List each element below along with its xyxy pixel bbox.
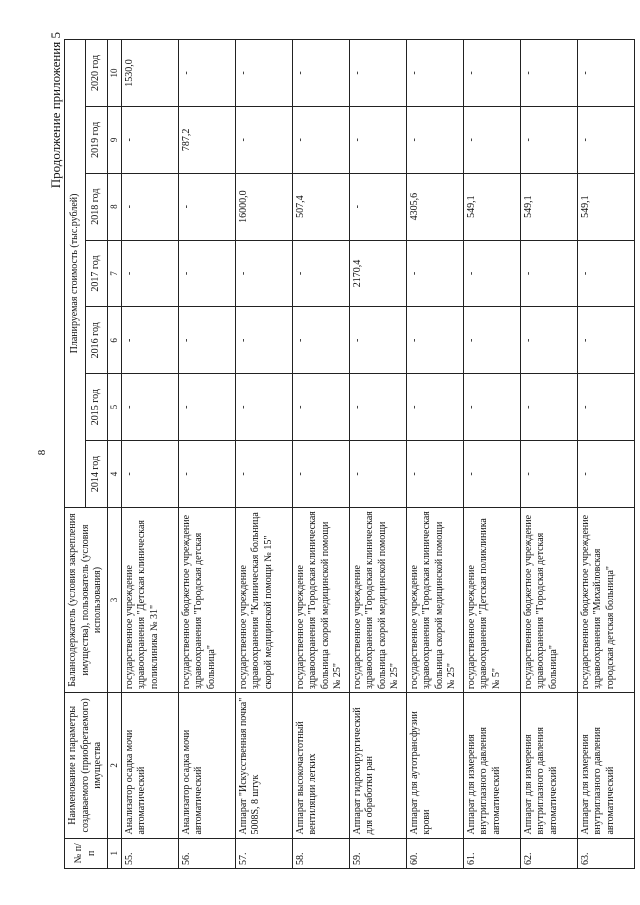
row-name: Аппарат "Искусственная почка" 5008S, 8 штук — [235, 693, 292, 838]
header-num: № п/п — [65, 838, 108, 868]
row-cost-value: 1530,0 — [121, 40, 178, 107]
row-cost-value: 549,1 — [577, 173, 634, 240]
row-number: 62. — [520, 838, 577, 868]
column-number: 4 — [107, 441, 121, 508]
row-cost-value: 549,1 — [463, 173, 520, 240]
row-cost-value: - — [235, 441, 292, 508]
header-name: Наименование и параметры создаваемого (приобретаемого) имущества — [65, 693, 108, 838]
row-cost-value: - — [121, 307, 178, 374]
row-cost-value: - — [292, 374, 349, 441]
table-body — [121, 40, 634, 869]
row-holder: государственное учреждение здравоохранения "Детская клиническая поликлиника № 31" — [121, 507, 178, 692]
row-cost-value: - — [292, 240, 349, 307]
row-cost-value: 507,4 — [292, 173, 349, 240]
row-cost-value: - — [463, 441, 520, 508]
row-cost-value: - — [178, 374, 235, 441]
page-number: 8 — [36, 449, 48, 456]
row-cost-value: - — [235, 240, 292, 307]
row-cost-value: - — [520, 240, 577, 307]
row-number: 60. — [406, 838, 463, 868]
row-cost-value: - — [577, 441, 634, 508]
column-number: 9 — [107, 106, 121, 173]
row-cost-value: - — [577, 40, 634, 107]
row-cost-value: - — [463, 374, 520, 441]
row-name: Аппарат для измерения внутриглазного давления автоматический — [520, 693, 577, 838]
row-cost-value: - — [178, 173, 235, 240]
header-year: 2015 год — [86, 374, 107, 441]
row-cost-value: - — [520, 106, 577, 173]
table-row — [577, 40, 634, 869]
row-cost-value: - — [349, 307, 406, 374]
row-number: 61. — [463, 838, 520, 868]
row-number: 58. — [292, 838, 349, 868]
row-holder: государственное учреждение здравоохранения "Городская клиническая больница скорой медицинской помощи № 25" — [406, 507, 463, 692]
row-name: Аппарат высокочастотный вентиляции легких — [292, 693, 349, 838]
row-name: Аппарат для измерения внутриглазного давления автоматический — [463, 693, 520, 838]
row-holder: государственное бюджетное учреждение здравоохранения "Городская детская больница" — [178, 507, 235, 692]
row-cost-value: 16000,0 — [235, 173, 292, 240]
row-cost-value: - — [178, 40, 235, 107]
row-cost-value: - — [292, 40, 349, 107]
row-cost-value: - — [406, 374, 463, 441]
row-number: 57. — [235, 838, 292, 868]
row-cost-value: - — [235, 307, 292, 374]
row-name: Аппарат для аутотрансфузии крови — [406, 693, 463, 838]
header-year: 2017 год — [86, 240, 107, 307]
row-holder: государственное учреждение здравоохранения "Клиническая больница скорой медицинской помощи № 15" — [235, 507, 292, 692]
row-cost-value: - — [520, 307, 577, 374]
header-year: 2020 год — [86, 40, 107, 107]
row-cost-value: 549,1 — [520, 173, 577, 240]
header-cost-group: Планируемая стоимость (тыс.рублей) — [65, 40, 86, 508]
row-number: 59. — [349, 838, 406, 868]
row-cost-value: - — [349, 441, 406, 508]
row-cost-value: - — [292, 106, 349, 173]
row-name: Аппарат гидрохирургический для обработки ран — [349, 693, 406, 838]
row-cost-value: - — [520, 40, 577, 107]
header-column-numbers — [107, 40, 121, 869]
table-row — [178, 40, 235, 869]
column-number: 2 — [107, 693, 121, 838]
column-number: 6 — [107, 307, 121, 374]
row-cost-value: - — [577, 106, 634, 173]
header-holder: Балансодержатель (условия закрепления имущества), пользователь (условия использования) — [65, 507, 108, 692]
row-cost-value: - — [235, 40, 292, 107]
row-cost-value: - — [349, 374, 406, 441]
row-cost-value: - — [463, 307, 520, 374]
table-row — [292, 40, 349, 869]
row-holder: государственное учреждение здравоохранения "Городская клиническая больница скорой медицинской помощи № 25" — [292, 507, 349, 692]
appendix-caption: Продолжение приложения 5 — [48, 32, 63, 189]
row-cost-value: - — [520, 441, 577, 508]
row-number: 63. — [577, 838, 634, 868]
column-number: 3 — [107, 507, 121, 692]
row-cost-value: - — [235, 106, 292, 173]
row-holder: государственное учреждение здравоохранения "Городская клиническая больница скорой медицинской помощи № 25" — [349, 507, 406, 692]
row-cost-value: - — [292, 441, 349, 508]
row-cost-value: - — [577, 240, 634, 307]
table-row — [235, 40, 292, 869]
row-cost-value: - — [463, 240, 520, 307]
header-year: 2018 год — [86, 173, 107, 240]
row-cost-value: 4305,6 — [406, 173, 463, 240]
property-table — [64, 39, 635, 869]
column-number: 8 — [107, 173, 121, 240]
header-year: 2016 год — [86, 307, 107, 374]
header-year: 2019 год — [86, 106, 107, 173]
column-number: 1 — [107, 838, 121, 868]
table-row — [520, 40, 577, 869]
row-cost-value: - — [577, 374, 634, 441]
row-cost-value: - — [121, 240, 178, 307]
row-name: Анализатор осадка мочи автоматический — [178, 693, 235, 838]
row-cost-value: - — [121, 441, 178, 508]
row-cost-value: - — [235, 374, 292, 441]
row-cost-value: - — [121, 374, 178, 441]
row-cost-value: - — [406, 106, 463, 173]
row-holder: государственное бюджетное учреждение здравоохранения "Городская детская больница" — [520, 507, 577, 692]
row-cost-value: - — [463, 106, 520, 173]
row-cost-value: - — [349, 40, 406, 107]
row-holder: государственное учреждение здравоохранения "Детская поликлиника № 5" — [463, 507, 520, 692]
row-cost-value: 787,2 — [178, 106, 235, 173]
row-holder: государственное бюджетное учреждение здравоохранения "Михайловская городская детская больница" — [577, 507, 634, 692]
column-number: 5 — [107, 374, 121, 441]
row-cost-value: - — [520, 374, 577, 441]
header-year: 2014 год — [86, 441, 107, 508]
table-row — [349, 40, 406, 869]
table-row — [406, 40, 463, 869]
row-cost-value: - — [178, 307, 235, 374]
row-number: 55. — [121, 838, 178, 868]
row-cost-value: - — [406, 307, 463, 374]
row-cost-value: - — [121, 173, 178, 240]
table-row — [121, 40, 178, 869]
row-name: Аппарат для измерения внутриглазного давления автоматический — [577, 693, 634, 838]
row-cost-value: - — [577, 307, 634, 374]
row-cost-value: - — [406, 441, 463, 508]
row-cost-value: - — [292, 307, 349, 374]
row-cost-value: - — [178, 441, 235, 508]
row-cost-value: - — [349, 173, 406, 240]
row-cost-value: - — [406, 40, 463, 107]
column-number: 7 — [107, 240, 121, 307]
row-cost-value: 2170,4 — [349, 240, 406, 307]
row-cost-value: - — [121, 106, 178, 173]
row-cost-value: - — [463, 40, 520, 107]
row-cost-value: - — [178, 240, 235, 307]
row-cost-value: - — [349, 106, 406, 173]
row-cost-value: - — [406, 240, 463, 307]
table-row — [463, 40, 520, 869]
row-name: Анализатор осадка мочи автоматический — [121, 693, 178, 838]
row-number: 56. — [178, 838, 235, 868]
column-number: 10 — [107, 40, 121, 107]
